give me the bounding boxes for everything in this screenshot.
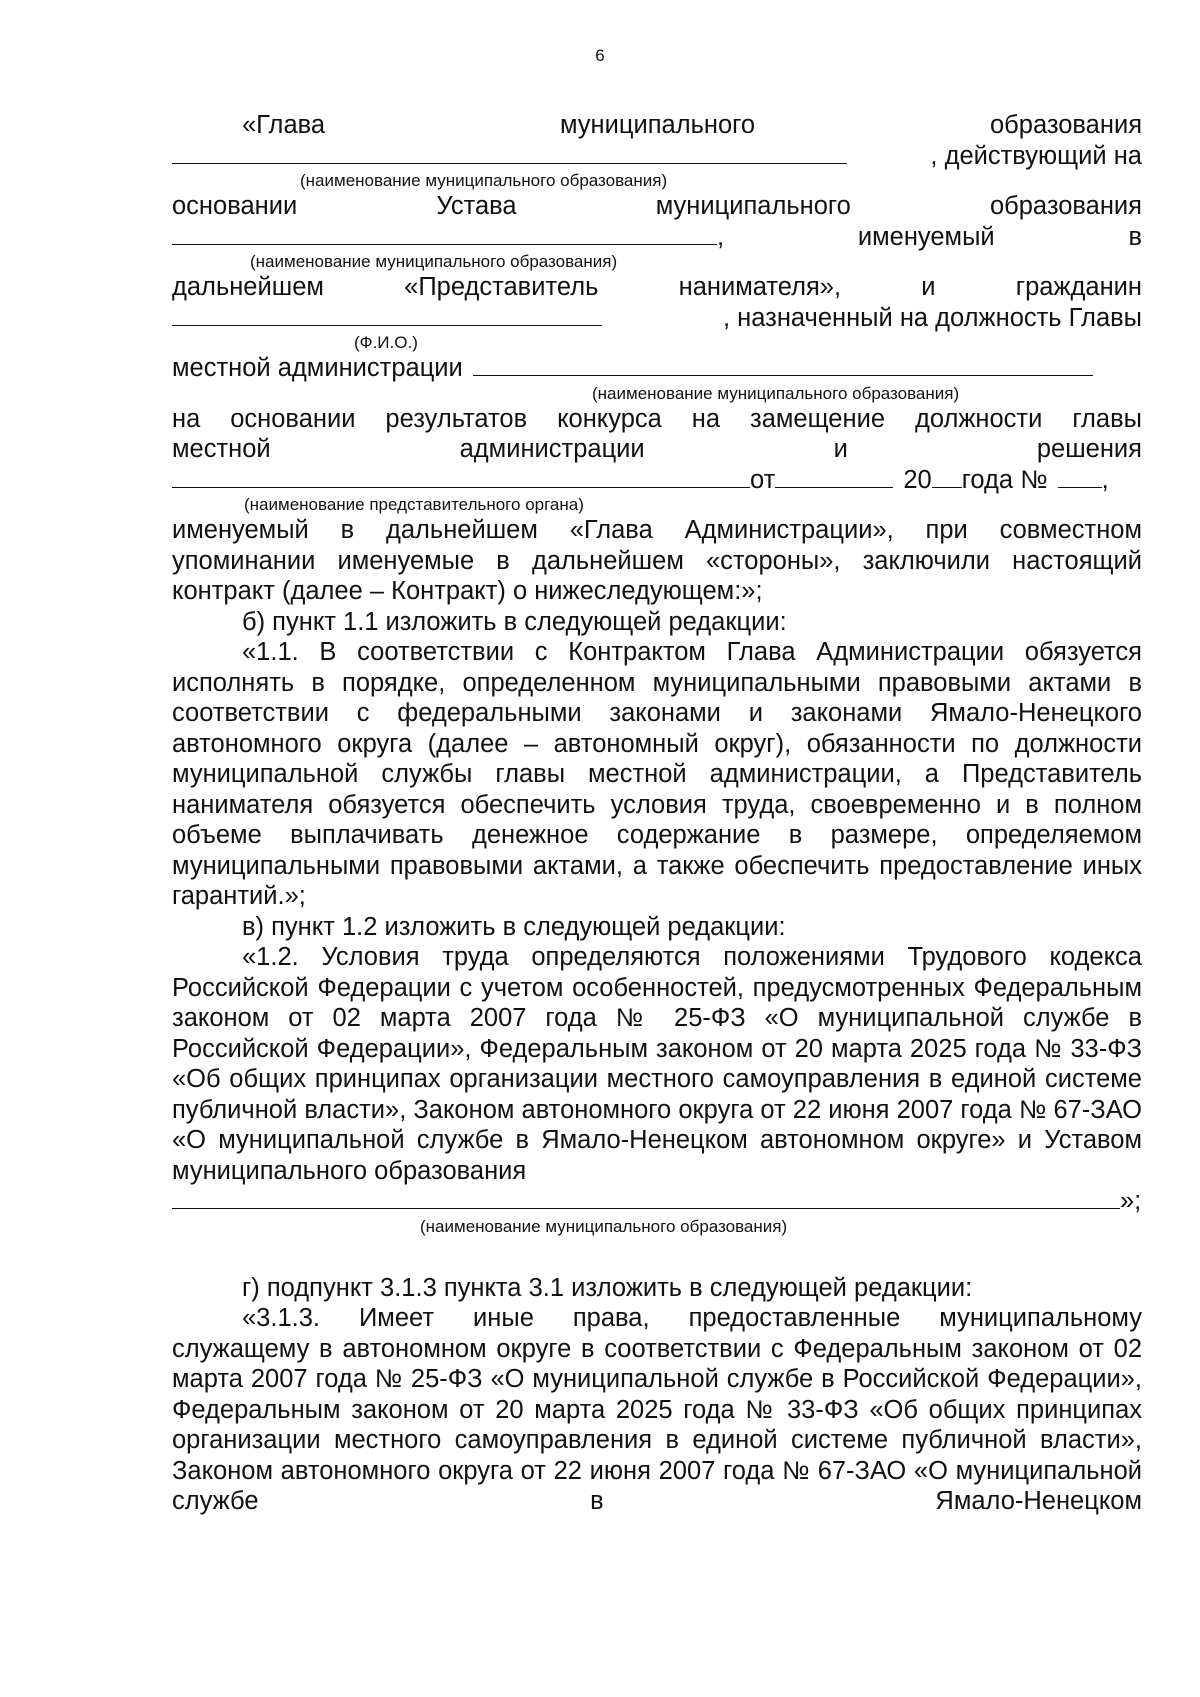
fill-blank-number <box>1058 486 1102 488</box>
text-fragment: местной <box>172 435 271 463</box>
preamble-line-9 <box>172 434 1142 465</box>
caption-municipality-2: (наименование муниципального образования) <box>250 252 618 271</box>
fill-blank-representative-body <box>172 486 750 488</box>
text-fragment: именуемый <box>857 222 995 251</box>
item-v-first-line: «1.2. Условия труда определяются положениями Трудового кодекса <box>242 943 1142 971</box>
caption-representative-body: (наименование представительного органа) <box>244 495 584 514</box>
text-fragment: от <box>750 465 776 494</box>
preamble-line-13: контракт (далее – Контракт) о нижеследующем:»; <box>172 577 763 605</box>
caption-municipality-1: (наименование муниципального образования) <box>300 171 668 190</box>
text-fragment: муниципального <box>655 192 851 220</box>
text-fragment: «Глава <box>242 111 326 139</box>
preamble-line-1 <box>172 110 1142 141</box>
fill-blank-fio <box>172 324 602 326</box>
text-fragment: 20 <box>903 465 932 494</box>
fill-blank-municipality <box>172 1207 1120 1209</box>
caption-municipality-3: (наименование муниципального образования) <box>592 383 960 403</box>
text-fragment: , действующий на <box>930 141 1142 170</box>
caption-fio: (Ф.И.О.) <box>354 333 418 352</box>
text-fragment: , <box>1101 465 1109 494</box>
fill-blank-municipality <box>172 243 717 245</box>
text-fragment: муниципального <box>559 111 756 139</box>
fill-blank-year <box>932 486 962 488</box>
preamble-line-7 <box>172 353 1142 384</box>
item-b-paragraph: исполнять в порядке, определенном муниципальными правовыми актами в соответствии с федеральными законами и законами Ямало-Ненецкого автономного округа (далее – автономный округ), обязанности по должности муниципальной службы главы местной администрации, а Представитель нанимателя обязуется обеспечить условия труда, своевременно и в полном объеме выплачивать денежное содержание в размере, определяемом муниципальными правовыми актами, а также обеспечить предоставление иных гарантий.»; <box>172 668 1142 910</box>
text-fragment: дальнейшем <box>172 273 324 301</box>
text-fragment: администрации <box>459 435 645 463</box>
item-v-intro: в) пункт 1.2 изложить в следующей редакции: <box>242 912 786 941</box>
preamble-line-3 <box>172 191 1142 222</box>
text-fragment: решения <box>1036 435 1142 463</box>
item-v-last-line: муниципального образования <box>172 1156 527 1185</box>
preamble-line-4 <box>172 222 1142 253</box>
text-fragment: «Представитель <box>404 273 599 301</box>
text-fragment: образования <box>989 192 1142 220</box>
preamble-line-6 <box>172 303 1142 334</box>
preamble-line-12: упоминании именуемые в дальнейшем «стороны», заключили настоящий <box>172 546 1142 575</box>
text-fragment: , <box>717 222 725 251</box>
item-g-paragraph: служащему в автономном округе в соответствии с Федеральным законом от 02 марта 2007 года № 25-ФЗ «О муниципальной службе в Российской Федерации», Федеральным законом от 20 марта 2025 года № 33-ФЗ «Об общих принципах организации местного самоуправления в единой системе публичной власти», Законом автономного округа от 22 июня 2007 года № 67-ЗАО «О муниципальной службе в Ямало-Ненецком <box>172 1334 1142 1515</box>
preamble-line-5 <box>172 272 1142 303</box>
text-fragment: Устава <box>436 192 517 220</box>
item-g-intro: г) подпункт 3.1.3 пункта 3.1 изложить в следующей редакции: <box>242 1273 973 1302</box>
text-fragment: основании <box>172 192 298 220</box>
blank-with-comma <box>172 222 724 253</box>
text-fragment: нанимателя», <box>678 273 842 301</box>
fill-blank-date <box>775 486 893 488</box>
item-b-first-line: «1.1. В соответствии с Контрактом Глава Администрации обязуется <box>242 638 1142 666</box>
text-fragment: в <box>1128 222 1142 251</box>
preamble-line-8: на основании результатов конкурса на замещение должности главы <box>172 404 1142 433</box>
spacer <box>172 1237 1142 1273</box>
text-fragment: и <box>833 435 848 463</box>
text-fragment: и <box>921 273 936 301</box>
preamble-line-2 <box>172 141 1142 172</box>
fill-blank-municipality <box>172 162 847 164</box>
item-v-blank-line <box>172 1186 1142 1217</box>
item-g-first-line: «3.1.3. Имеет иные права, предоставленные муниципальному <box>242 1304 1142 1332</box>
text-fragment: , назначенный на должность Главы <box>723 303 1142 332</box>
page-number: 6 <box>595 46 605 65</box>
text-fragment: гражданин <box>1015 273 1142 301</box>
preamble-line-10 <box>172 465 1142 496</box>
item-v-paragraph: Российской Федерации с учетом особенностей, предусмотренных Федеральным законом от 02 марта 2007 года № 25-ФЗ «О муниципальной службе в Российской Федерации», Федеральным законом от 20 марта 2025 года № 33-ФЗ «Об общих принципах организации местного самоуправления в единой системе публичной власти», Законом автономного округа от 22 июня 2007 года № 67-ЗАО «О муниципальной службе в Ямало-Ненецком автономном округе» и Уставом <box>172 973 1142 1154</box>
item-b-intro: б) пункт 1.1 изложить в следующей редакции: <box>242 607 787 636</box>
text-fragment: образования <box>989 111 1142 139</box>
document-body <box>172 110 1142 1517</box>
preamble-line-11: именуемый в дальнейшем «Глава Администрации», при совместном <box>172 516 1142 544</box>
fill-blank-municipality <box>473 374 1093 376</box>
text-fragment: местной администрации <box>172 354 463 382</box>
text-fragment: года № <box>961 465 1048 494</box>
caption-municipality-4: (наименование муниципального образования) <box>420 1216 788 1236</box>
text-fragment: »; <box>1120 1187 1142 1215</box>
